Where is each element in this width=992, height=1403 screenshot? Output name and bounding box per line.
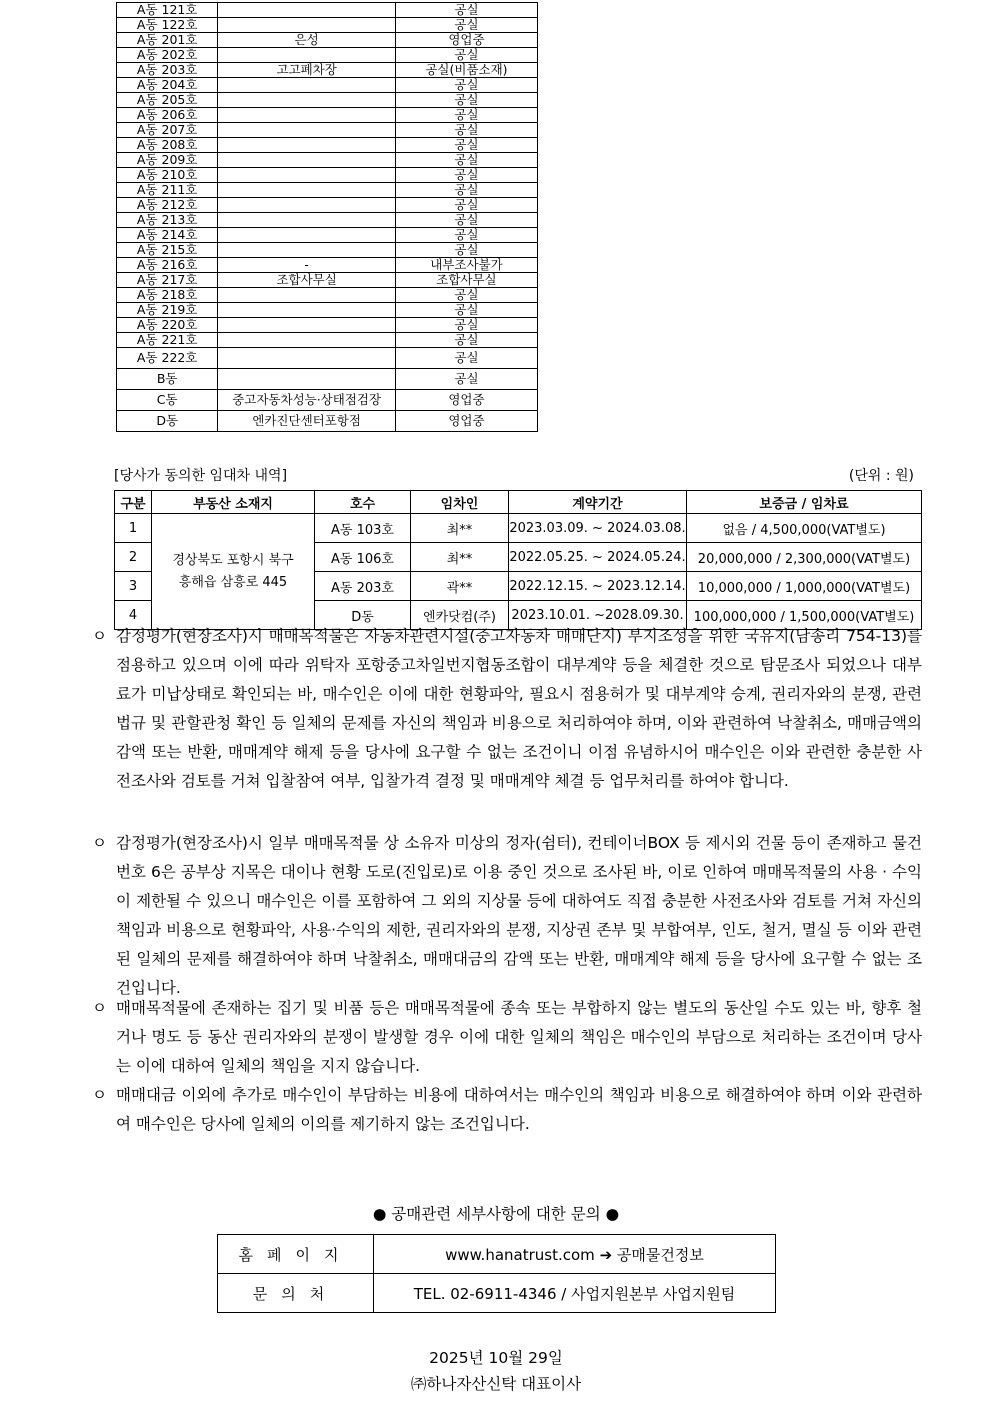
unit-cell: A동 121호 [117,3,218,18]
unit-row [117,63,538,78]
header-period: 계약기간 [509,491,687,514]
inquiry-table [217,1234,776,1313]
lease-row [115,514,922,543]
document-date: 2025년 10월 29일 [429,1349,563,1367]
status-cell: 공실 [395,333,537,348]
status-cell: 공실 [395,93,537,108]
unit-row [117,318,538,333]
lease-table [114,490,922,630]
unit-row [117,78,538,93]
unit-cell: A동 211호 [117,183,218,198]
homepage-row [218,1235,776,1274]
unit-row [117,48,538,63]
unit-cell: A동 220호 [117,318,218,333]
lease-period: 2023.10.01. ~2028.09.30. [509,601,687,630]
lease-period: 2022.05.25. ~ 2024.05.24. [509,543,687,572]
header-location: 부동산 소재지 [152,491,315,514]
tenant-cell [218,198,396,213]
unit-row [117,228,538,243]
unit-row [117,258,538,273]
homepage-link[interactable]: www.hanatrust.com [445,1245,595,1264]
contact-row [218,1274,776,1313]
lease-tenant: 곽** [411,572,509,601]
unit-row [117,411,538,432]
unit-row [117,198,538,213]
tenant-cell [218,18,396,33]
tenant-cell [218,318,396,333]
location-line-2: 흥해읍 삼흥로 445 [178,574,288,590]
tenant-cell [218,348,396,369]
lease-tenant: 최** [411,543,509,572]
tenant-cell: - [218,258,396,273]
tenant-cell: 고고폐차장 [218,63,396,78]
status-cell: 공실 [395,183,537,198]
lease-table-header [115,491,922,514]
lease-no: 3 [115,572,152,601]
header-no: 구분 [115,491,152,514]
lease-unit: D동 [315,601,411,630]
arrow-right-icon: ➔ [599,1245,613,1264]
unit-status-table [116,2,538,432]
lease-table-title: [당사가 동의한 임대차 내역] [114,468,288,484]
unit-row [117,33,538,48]
unit-cell: A동 212호 [117,198,218,213]
status-cell: 공실 [395,123,537,138]
status-cell: 공실 [395,303,537,318]
tenant-cell [218,93,396,108]
notice-3 [92,994,922,1081]
homepage-value-cell [374,1235,776,1274]
tenant-cell: 조합사무실 [218,273,396,288]
tenant-cell [218,213,396,228]
lease-unit: A동 106호 [315,543,411,572]
tenant-cell [218,3,396,18]
unit-cell: A동 217호 [117,273,218,288]
lease-no: 4 [115,601,152,630]
notice-1 [92,622,922,796]
unit-cell: A동 215호 [117,243,218,258]
lease-period: 2022.12.15. ~ 2023.12.14. [509,572,687,601]
lease-unit: A동 203호 [315,572,411,601]
unit-row [117,303,538,318]
unit-cell: A동 213호 [117,213,218,228]
unit-cell: A동 209호 [117,153,218,168]
unit-row [117,288,538,303]
notice-text: 매매목적물에 존재하는 집기 및 비품 등은 매매목적물에 종속 또는 부합하지 않는 별도의 동산일 수도 있는 바, 향후 철거나 명도 등 동산 권리자와의 분쟁이 발생할 경우 이에 대한 일체의 책임은 매수인의 부담으로 처리하는 조건이며 당사는 이에 대하여 일체의 책임을 지지 않습니다. [116,999,922,1075]
notice-2 [92,829,922,1003]
lease-tenant: 엔카닷컴(주) [411,601,509,630]
unit-row [117,108,538,123]
unit-row [117,273,538,288]
unit-cell: C동 [117,390,218,411]
tenant-cell [218,228,396,243]
notice-bullet: ㅇ [92,999,107,1017]
header-unit: 호수 [315,491,411,514]
notice-text: 감정평가(현장조사)시 일부 매매목적물 상 소유자 미상의 정자(쉼터), 컨테이너BOX 등 제시외 건물 등이 존재하고 물건번호 6은 공부상 지목은 대이나 현황 도로(진입로)로 이용 중인 것으로 조사된 바, 이로 인하여 매매목적물의 사용 · 수익이 제한될 수 있으니 매수인은 이를 포함하여 그 외의 지상물 등에 대하여도 직접 충분한 사전조사와 검토를 거쳐 자신의 책임과 비용으로 현황파악, 사용·수익의 제한, 권리자와의 분쟁, 지상권 존부 및 부합여부, 인도, 철거, 멸실 등 이와 관련된 일체의 문제를 해결하여야 하며 낙찰취소, 매매대금의 감액 또는 반환, 매매계약 해제 등을 당사에 요구할 수 없는 조건입니다. [116,834,922,997]
tenant-cell [218,138,396,153]
tenant-cell [218,369,396,390]
contact-label: 문의처 [218,1274,374,1313]
status-cell: 조합사무실 [395,273,537,288]
unit-cell: A동 214호 [117,228,218,243]
lease-deposit: 20,000,000 / 2,300,000(VAT별도) [687,543,922,572]
status-cell: 공실 [395,228,537,243]
lease-unit: A동 103호 [315,514,411,543]
unit-cell: A동 210호 [117,168,218,183]
header-deposit: 보증금 / 임차료 [687,491,922,514]
lease-tenant: 최** [411,514,509,543]
tenant-cell [218,183,396,198]
unit-row [117,183,538,198]
status-cell: 공실 [395,288,537,303]
lease-deposit: 100,000,000 / 1,500,000(VAT별도) [687,601,922,630]
unit-row [117,348,538,369]
unit-cell: A동 202호 [117,48,218,63]
status-cell: 공실 [395,369,537,390]
unit-cell: A동 204호 [117,78,218,93]
unit-cell: A동 208호 [117,138,218,153]
tenant-cell [218,303,396,318]
tenant-cell: 은성 [218,33,396,48]
unit-row [117,168,538,183]
contact-value: TEL. 02-6911-4346 / 사업지원본부 사업지원팀 [374,1274,776,1313]
tenant-cell [218,108,396,123]
unit-row [117,123,538,138]
notice-4 [92,1081,922,1139]
lease-period: 2023.03.09. ~ 2024.03.08. [509,514,687,543]
unit-cell: A동 221호 [117,333,218,348]
status-cell: 영업중 [395,33,537,48]
status-cell: 공실 [395,48,537,63]
status-cell: 공실 [395,108,537,123]
lease-no: 2 [115,543,152,572]
unit-cell: A동 205호 [117,93,218,108]
inquiry-heading: ● 공매관련 세부사항에 대한 문의 ● [372,1205,620,1223]
tenant-cell [218,153,396,168]
tenant-cell [218,123,396,138]
unit-cell: A동 201호 [117,33,218,48]
tenant-cell [218,243,396,258]
location-line-1: 경상북도 포항시 북구 [172,552,294,568]
unit-cell: B동 [117,369,218,390]
unit-row [117,138,538,153]
unit-cell: A동 219호 [117,303,218,318]
tenant-cell [218,168,396,183]
status-cell: 공실 [395,138,537,153]
unit-row [117,18,538,33]
header-tenant: 임차인 [411,491,509,514]
status-cell: 공실 [395,213,537,228]
lease-no: 1 [115,514,152,543]
unit-row [117,333,538,348]
status-cell: 공실 [395,168,537,183]
unit-cell: A동 207호 [117,123,218,138]
unit-cell: A동 216호 [117,258,218,273]
notice-bullet: ㅇ [92,834,107,852]
unit-row [117,213,538,228]
notice-bullet: ㅇ [92,1086,107,1104]
status-cell: 공실 [395,18,537,33]
tenant-cell [218,78,396,93]
unit-row [117,3,538,18]
tenant-cell [218,48,396,63]
lease-deposit: 10,000,000 / 1,000,000(VAT별도) [687,572,922,601]
unit-cell: A동 203호 [117,63,218,78]
unit-cell: A동 206호 [117,108,218,123]
tenant-cell: 엔카진단센터포항점 [218,411,396,432]
unit-cell: A동 218호 [117,288,218,303]
notice-text: 감정평가(현장조사)시 매매목적물은 자동차관련시설(중고자동차 매매단지) 부지조성을 위한 국유지(남송리 754-13)를 점용하고 있으며 이에 따라 위탁자 포항중고차일번지협동조합이 대부계약 등을 체결한 것으로 탐문조사 되었으나 대부료가 미납상태로 확인되는 바, 매수인은 이에 대한 현황파악, 필요시 점용허가 및 대부계약 승계, 권리자와의 분쟁, 관련법규 및 관할관청 확인 등 일체의 문제를 자신의 책임과 비용으로 처리하여야 하며, 이와 관련하여 낙찰취소, 매매금액의 감액 또는 반환, 매매계약 해제 등을 당사에 요구할 수 없는 조건이니 이점 유념하시어 매수인은 이와 관련한 충분한 사전조사와 검토를 거쳐 입찰참여 여부, 입찰가격 결정 및 매매계약 체결 등 업무처리를 하여야 합니다. [116,627,922,790]
tenant-cell: 중고자동차성능·상태점검장 [218,390,396,411]
tenant-cell [218,333,396,348]
status-cell: 영업중 [395,411,537,432]
status-cell: 공실 [395,318,537,333]
unit-row [117,369,538,390]
status-cell: 공실 [395,78,537,93]
unit-cell: A동 222호 [117,348,218,369]
status-cell: 영업중 [395,390,537,411]
lease-unit-note: (단위 : 원) [848,468,914,484]
tenant-cell [218,288,396,303]
notice-bullet: ㅇ [92,627,107,645]
notice-text: 매매대금 이외에 추가로 매수인이 부담하는 비용에 대하여서는 매수인의 책임과 비용으로 해결하여야 하며 이와 관련하여 매수인은 당사에 일체의 이의를 제기하지 않는 조건입니다. [116,1086,922,1133]
unit-row [117,243,538,258]
status-cell: 공실(비품소재) [395,63,537,78]
unit-row [117,153,538,168]
unit-cell: D동 [117,411,218,432]
lease-deposit: 없음 / 4,500,000(VAT별도) [687,514,922,543]
status-cell: 내부조사불가 [395,258,537,273]
status-cell: 공실 [395,348,537,369]
status-cell: 공실 [395,153,537,168]
status-cell: 공실 [395,3,537,18]
homepage-target: 공매물건정보 [616,1245,704,1264]
lease-location [152,514,315,630]
status-cell: 공실 [395,243,537,258]
status-cell: 공실 [395,198,537,213]
unit-row [117,390,538,411]
homepage-label: 홈페이지 [218,1235,374,1274]
unit-cell: A동 122호 [117,18,218,33]
company-signature: ㈜하나자산신탁 대표이사 [410,1375,582,1393]
unit-row [117,93,538,108]
